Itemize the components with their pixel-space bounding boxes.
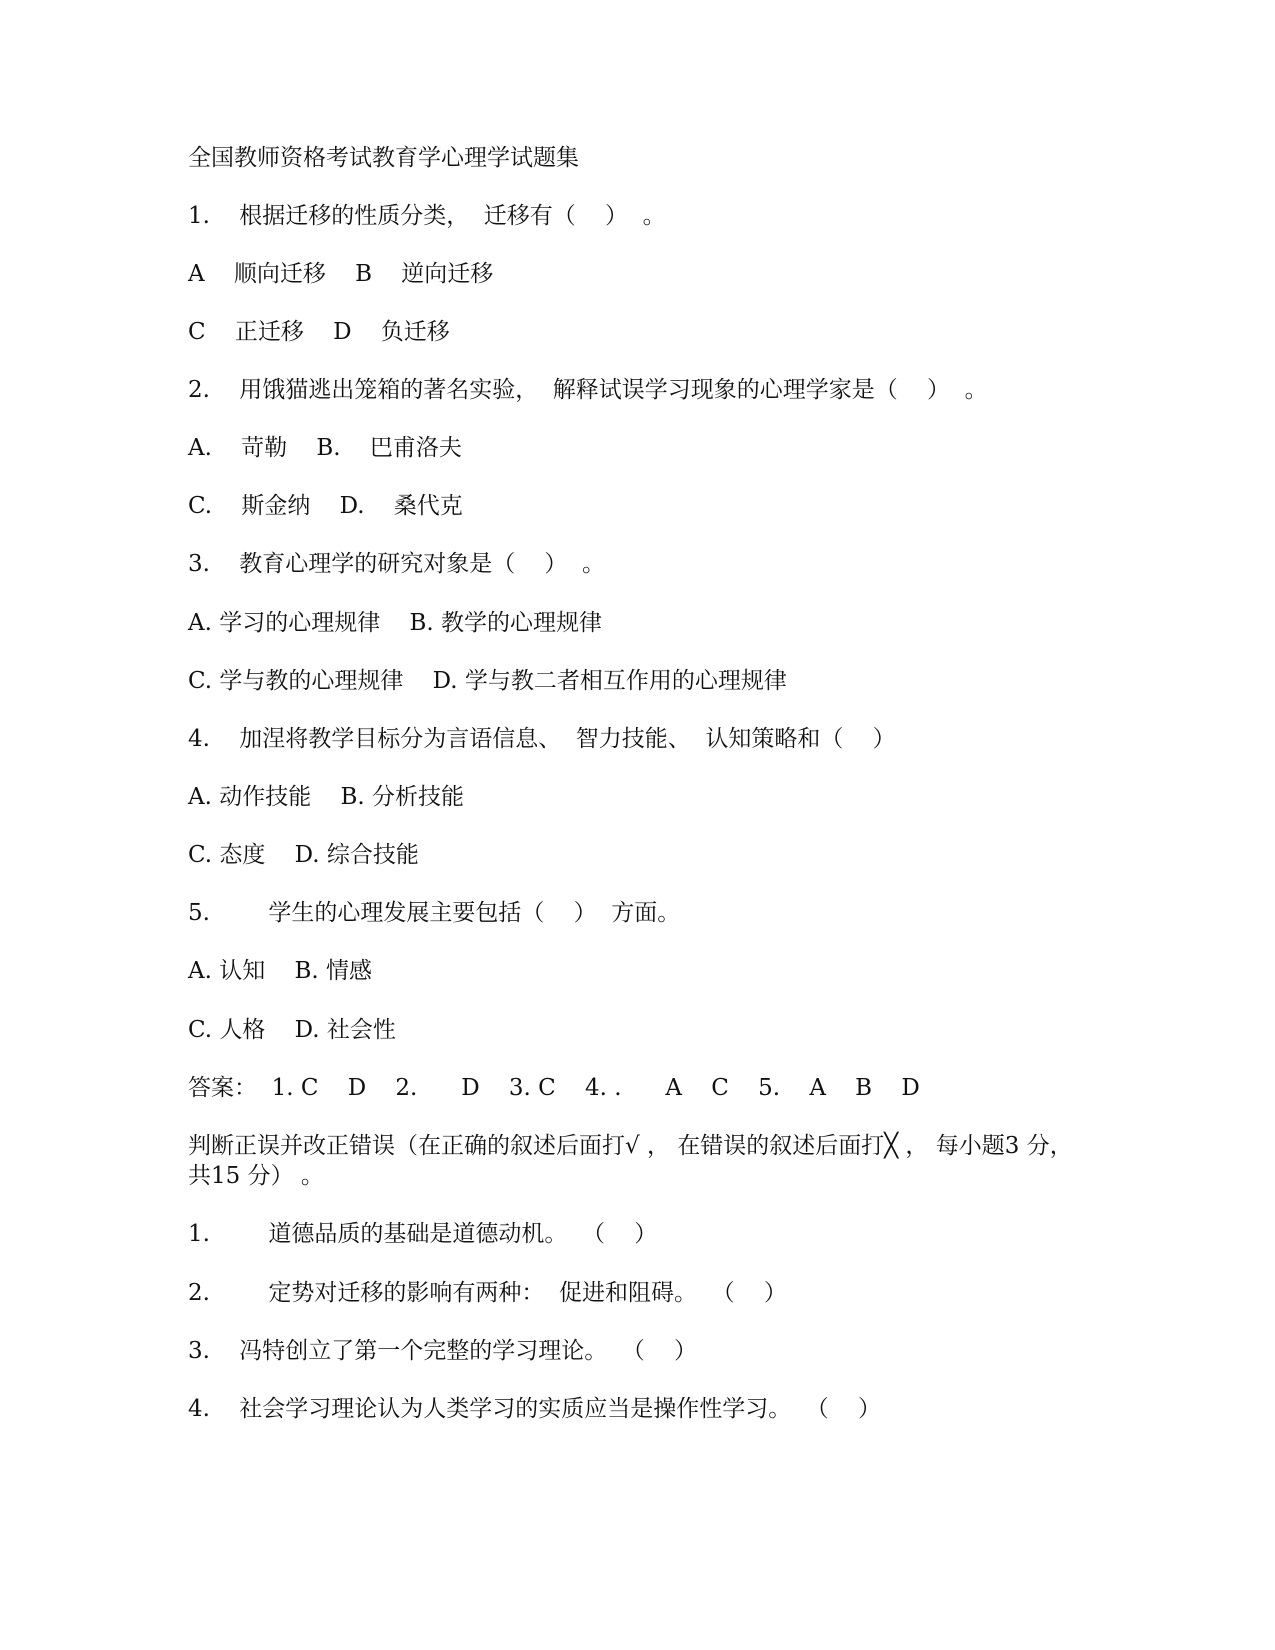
question-3-options-ab: A. 学习的心理规律 B. 教学的心理规律: [188, 610, 602, 636]
document-title: 全国教师资格考试教育学心理学试题集: [188, 145, 579, 171]
judgement-question-3: 3. 冯特创立了第一个完整的学习理论。 （ ）: [188, 1338, 698, 1364]
judgement-question-4: 4. 社会学习理论认为人类学习的实质应当是操作性学习。 （ ）: [188, 1396, 882, 1422]
question-1-options-ab: A 顺向迁移 B 逆向迁移: [188, 261, 494, 287]
question-1: 1. 根据迁移的性质分类， 迁移有（ ） 。: [188, 203, 666, 229]
question-1-options-cd: C 正迁移 D 负迁移: [188, 319, 450, 345]
question-2-options-cd: C. 斯金纳 D. 桑代克: [188, 493, 463, 519]
judgement-instructions: 判断正误并改正错误（在正确的叙述后面打√ ， 在错误的叙述后面打╳ ， 每小题3 分， 共15 分） 。: [188, 1133, 1073, 1189]
judgement-question-1: 1. 道德品质的基础是道德动机。 （ ）: [188, 1221, 658, 1247]
question-4-options-cd: C. 态度 D. 综合技能: [188, 842, 419, 868]
question-4: 4. 加涅将教学目标分为言语信息、 智力技能、 认知策略和（ ）: [188, 726, 896, 752]
judgement-question-2: 2. 定势对迁移的影响有两种： 促进和阻碍。 （ ）: [188, 1280, 787, 1306]
question-3: 3. 教育心理学的研究对象是（ ） 。: [188, 551, 606, 577]
question-2-options-ab: A. 苛勒 B. 巴甫洛夫: [188, 435, 462, 461]
question-5-options-ab: A. 认知 B. 情感: [188, 958, 372, 984]
question-5-options-cd: C. 人格 D. 社会性: [188, 1017, 396, 1043]
question-3-options-cd: C. 学与教的心理规律 D. 学与教二者相互作用的心理规律: [188, 668, 787, 694]
answer-key: 答案： 1. C D 2. D 3. C 4. . A C 5. A B D: [188, 1075, 920, 1101]
question-2: 2. 用饿猫逃出笼箱的著名实验， 解释试误学习现象的心理学家是（ ） 。: [188, 377, 988, 403]
question-4-options-ab: A. 动作技能 B. 分析技能: [188, 784, 464, 810]
question-5: 5. 学生的心理发展主要包括（ ） 方面。: [188, 900, 681, 926]
